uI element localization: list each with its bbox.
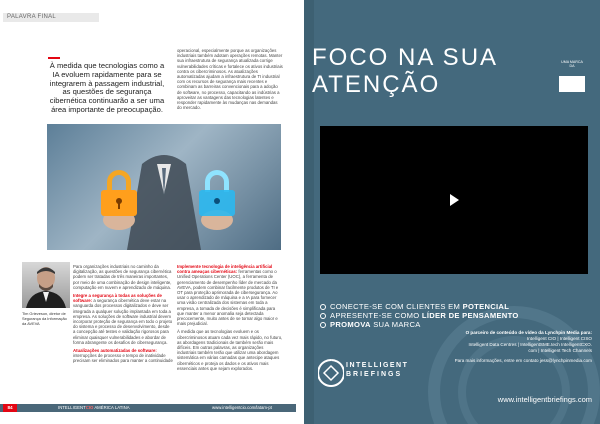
subhead-integrate: Integre a segurança à todas as soluções de software: bbox=[73, 293, 162, 304]
closing-paragraph: À medida que as tecnologias evoluem e os cibercriminosos atuam cada vez mais rápido, no futuro, as abordagens tradicionais de também serão mais difíceis. Em outras palavras, as organizações industriais também terão que utilizar uma abordagem sistemática em várias camadas que antecipe ataques cibernéticos e proteja os dados e os ativos mais essenciais antes que sejam explorados. bbox=[177, 329, 283, 371]
author-caption: Tim Grieveson, diretor de Segurança da Informação da AVEVA bbox=[22, 311, 67, 326]
footer-brand bbox=[58, 404, 130, 412]
logo-line-2: BRIEFINGS bbox=[346, 371, 403, 378]
partner-info bbox=[424, 330, 592, 364]
pull-quote-text: À medida que tecnologias como a IA evoluem rapidamente para se integrarem à passagem industrial, as questões de segurança cibernética continuarão a ser uma área importante de preocupação. bbox=[49, 61, 165, 114]
benefit-item bbox=[320, 311, 590, 320]
top-right-column: operacional, especialmente porque as organizações industriais também adotam operações remotas. Manter sua infraestrutura de segurança atualizada corrige vulnerabilidades críticas e fortalece os ativos industriais contra os cibercriminosos. As atualizações automatizadas ajudam a infraestrutura de TI industrial com os recursos de segurança mais recentes e combinam as barreiras convencionais para a adoção de software, no processo, capacitando as indústrias a aproveitar as vantagens das tecnologias latentes e responder rapidamente às mudanças nas demandas do mercado. bbox=[177, 48, 283, 111]
partner-title: O parceiro de conteúdo de vídeo da Lynchpin Media para: bbox=[465, 330, 592, 335]
video-player[interactable] bbox=[320, 126, 588, 274]
benefit-text: APRESENTE-SE COMO bbox=[330, 311, 422, 320]
benefit-item bbox=[320, 302, 590, 311]
body-column-2 bbox=[177, 264, 283, 371]
intro-paragraph: Para organizações industriais no caminho da digitalização, as questões de segurança cibernética podem ser tratadas de três maneiras importantes, por meio de uma combinação de design inteligente, computação em nuvem e aprendizado de máquina. bbox=[73, 264, 172, 290]
benefit-emphasis: PROMOVA bbox=[330, 320, 371, 329]
footer-brand-cio: CIO bbox=[85, 405, 94, 410]
intelligent-briefings-logo bbox=[318, 356, 418, 390]
section-tab: PALAVRA FINAL bbox=[3, 13, 99, 22]
headline-line-1: FOCO NA SUA bbox=[312, 44, 499, 71]
footer-url[interactable]: www.intelligentcio.com/latam-pt bbox=[212, 405, 272, 410]
logo-line-1: INTELLIGENT bbox=[346, 362, 409, 369]
briefings-logo-icon bbox=[318, 358, 344, 388]
headline bbox=[312, 44, 552, 98]
contact-line[interactable]: Para mais informações, entre em contato jess@lynchpinmedia.com bbox=[454, 358, 592, 363]
brand-tag: UMA MARCA DA bbox=[561, 60, 583, 68]
subhead-ai: Implemente tecnologia de inteligência artificial contra ameaças cibernéticas: bbox=[177, 264, 273, 275]
bullet-circle-icon bbox=[320, 304, 326, 310]
paragraph-integrate: a segurança cibernética deve estar na vanguarda dos processos digitalizados e deve ser integrada a qualquer solução implantada em toda a empresa. As soluções de software industrial devem incorporar proteção de segurança em todo o projeto do sistema e processo de desenvolvimento, desde a concepção até testes e validação rigorosos para eliminar quaisquer vulnerabilidades e abordar de forma abrangente os desafios de cibersegurança. bbox=[73, 298, 173, 345]
play-icon[interactable] bbox=[320, 126, 588, 274]
subhead-updates: Atualizações automatizadas de software: bbox=[73, 348, 157, 354]
page-number: 84 bbox=[3, 404, 17, 412]
footer-brand-prefix: INTELLIGENT bbox=[58, 405, 86, 410]
right-page bbox=[304, 0, 600, 424]
article-photo bbox=[47, 124, 281, 250]
partner-line: com | Intelligent Tech Channels bbox=[528, 348, 592, 353]
benefit-text: CONECTE-SE COM CLIENTES EM bbox=[330, 302, 463, 311]
brand-tag-box bbox=[559, 76, 585, 92]
digital-lock-icon bbox=[199, 170, 235, 216]
person-photo bbox=[22, 262, 70, 308]
benefit-text: SUA MARCA bbox=[370, 320, 421, 329]
bullet-circle-icon bbox=[320, 322, 326, 328]
paragraph-ai: ferramentas como o Unified Operations Center (UOC), a ferramenta de gerenciamento de desempenho líder de mercado da AVEVA, podem combinar facilmente produtos de TI e OT para proteção aprimorada de cibersegurança. Ao usar o aprendizado de máquina e a IA para fornecer uma visão centralizada dos sistemas em toda a empresa, a tomada de decisões é simplificada para que manter a menor anomalia seja detectada precocemente, muito antes de se tornar algo maior e mais prejudicial. bbox=[177, 269, 279, 327]
accent-rule bbox=[48, 57, 60, 59]
padlock-icon bbox=[101, 170, 137, 216]
partner-line: Intelligent CIO | Intelligent CISO bbox=[526, 336, 592, 341]
partner-line: Intelligent Data Centres | IntelligentSME.tech IntelligentCXO. bbox=[468, 342, 592, 347]
footer-brand-suffix: AMÉRICA LATINA bbox=[94, 405, 130, 410]
benefit-emphasis: POTENCIAL bbox=[462, 302, 510, 311]
bullet-circle-icon bbox=[320, 313, 326, 319]
benefit-list bbox=[320, 302, 590, 329]
footer-bar bbox=[0, 404, 296, 412]
headline-line-2: ATENÇÃO bbox=[312, 71, 441, 98]
benefit-item bbox=[320, 320, 590, 329]
website-link[interactable]: www.intelligentbriefings.com bbox=[497, 395, 592, 404]
paragraph-updates: interrupções de processo e tempo de inatividade precisam ser eliminados para manter a continuidade bbox=[73, 353, 173, 364]
body-column-1 bbox=[73, 264, 173, 364]
benefit-emphasis: LÍDER DE PENSAMENTO bbox=[421, 311, 519, 320]
author-portrait bbox=[22, 262, 70, 308]
left-page bbox=[0, 0, 296, 424]
pull-quote bbox=[46, 60, 168, 115]
padlock-hands-image bbox=[47, 124, 281, 250]
